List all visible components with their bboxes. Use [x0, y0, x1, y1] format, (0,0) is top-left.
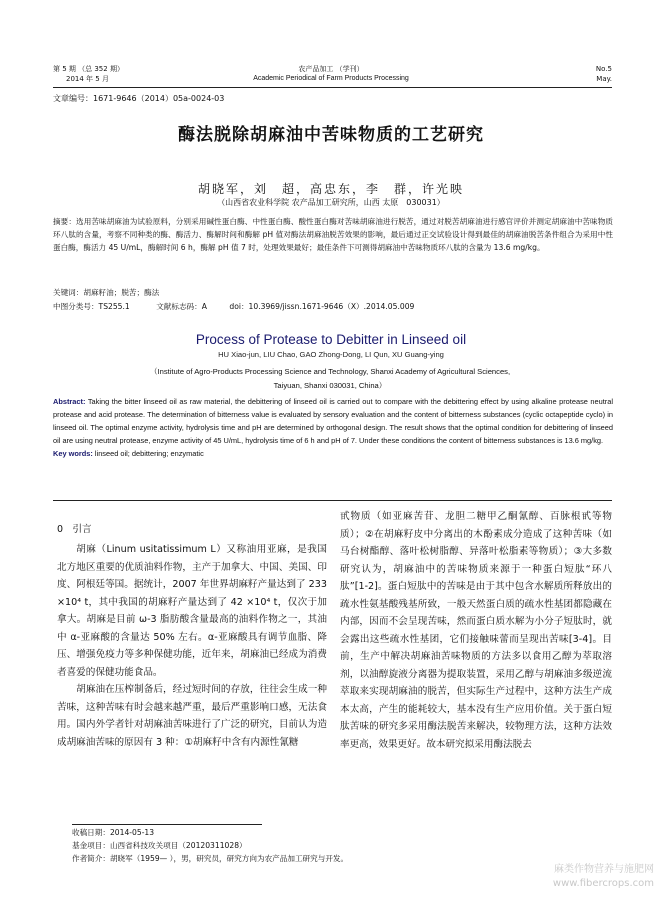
- footnote-funding: 基金项目：山西省科技攻关项目（20120311028）: [72, 841, 247, 850]
- article-number: 文章编号：1671-9646（2014）05a-0024-03: [53, 94, 225, 103]
- header-journal-cn: 农产品加工 （学刊）: [298, 65, 364, 73]
- classification-line: [53, 301, 613, 313]
- left-column: [57, 541, 327, 751]
- header-journal-en: Academic Periodical of Farm Products Processing: [253, 75, 409, 82]
- title-en: Process of Protease to Debitter in Linseed oil: [195, 332, 467, 347]
- paper-authors: 胡晓军，刘 超，高忠东，李 群，许光映: [197, 182, 464, 196]
- keywords-en-label: Key words:: [53, 449, 93, 458]
- section-heading: 0 引言: [57, 524, 92, 535]
- watermark: [553, 863, 654, 891]
- doi: doi：10.3969/jissn.1671-9646（X）.2014.05.009: [229, 302, 415, 311]
- footnote-author: 作者简介：胡晓军（1959— ），男，研究员，研究方向为农产品加工研究与开发。: [72, 854, 349, 863]
- abstract-en: [53, 395, 613, 460]
- abstract-cn: 摘要：选用苦味胡麻油为试验原料，分别采用碱性蛋白酶、中性蛋白酶、酸性蛋白酶对苦味胡麻油进行脱苦，通过对脱苦胡麻油进行感官评价并测定胡麻油中苦味物质环八肽的含量，考察不同种类的酶、酶活力、酶解时间和酶解 pH 值对酶法胡麻油脱苦效果的影响，最后通过正交试验设计得到最佳的胡麻油脱苦条件组合为采用中性蛋白酶，酶活力 45 U/mL，酶解时间 6 h，酶解 pH 值 7 时，处理效果最好；最佳条件下可测得胡麻油中苦味物质环八肽的含量为 13.6 mg/kg。: [53, 217, 613, 252]
- clc-number: 中图分类号：TS255.1: [53, 302, 130, 311]
- footnote-received: 收稿日期：2014-05-13: [72, 828, 155, 837]
- paper-title: 酶法脱除胡麻油中苦味物质的工艺研究: [178, 125, 484, 145]
- header-date: 2014 年 5 月: [66, 75, 109, 83]
- authors-en: HU Xiao-jun, LIU Chao, GAO Zhong-Dong, LI Qun, XU Guang-ying: [218, 350, 444, 359]
- header-issue: 第 5 期 （总 352 期）: [53, 65, 124, 73]
- paper-affiliation: （山西省农业科学院 农产品加工研究所，山西 太原 030031）: [217, 198, 445, 207]
- paragraph: 胡麻（Linum usitatissimum L）又称油用亚麻，是我国北方地区重要的优质油料作物，主产于加拿大、中国、美国、印度、阿根廷等国。据统计，2007 年世界胡麻籽产量达到了 233 ×10⁴ t，其中我国的胡麻籽产量达到了 42 ×10⁴ t，仅次于加拿大。胡麻是目前 ω-3 脂肪酸含量最高的油料作物之一，其油中 α-亚麻酸的含量达 50% 左右。α-亚麻酸具有调节血脂、降压、增强免疫力等多种保健功能，近年来，胡麻油已经成为消费者喜爱的保健功能食品。: [57, 544, 327, 678]
- right-column: [340, 508, 612, 753]
- header-month: May.: [596, 75, 612, 83]
- affiliation-en: [80, 365, 580, 393]
- paragraph: 甙物质（如亚麻苦苷、龙胆二糖甲乙酮氰醇、百脉根甙等物质）；②在胡麻籽皮中分离出的木酚素成分造成了这种苦味（如马台树酯醇、落叶松树脂醇、异落叶松脂素等物质）；③大多数研究认为，胡麻油中的苦味物质来源于一种蛋白短肽“环八肽”[1-2]。蛋白短肽中的苦味是由于其中包含水解质所释放出的疏水性氨基酸残基所致，一般天然蛋白质的疏水性基团都隐藏在内部，因而不会呈现苦味，然而蛋白质水解为小分子短肽时，就会露出这些疏水性基团，它们接触味蕾而呈现出苦味[3-4]。目前，生产中解决胡麻油苦味物质的方法多以食用乙醇为萃取溶剂，以油醇旋液分离器为提取装置，采用乙醇与胡麻油多级逆流萃取来实现胡麻油的脱苦，但实际生产过程中，这种方法生产成本太高，产生的能耗较大，基本没有生产应用价值。关于蛋白短肽苦味的研究多采用酶法脱苦来解决，较物理方法，这种方法效率更高，效果更好。故本研究拟采用酶法脱去: [340, 511, 612, 750]
- paragraph: 胡麻油在压榨制备后，经过短时间的存放，往往会生成一种苦味，这种苦味有时会越来越严重，最后严重影响口感，无法食用。国内外学者针对胡麻油苦味进行了广泛的研究，目前认为造成胡麻油苦味的原因有 3 种：①胡麻籽中含有内源性氰糖: [57, 684, 327, 748]
- document-code: 文献标志码：A: [156, 302, 207, 311]
- watermark-line1: 麻类作物营养与施肥网: [554, 864, 654, 875]
- affiliation-en-line2: Taiyuan, Shanxi 030031, China）: [273, 381, 387, 390]
- affiliation-en-line1: （Institute of Agro-Products Processing Science and Technology, Shanxi Academy of Agricultural Sciences,: [149, 367, 511, 376]
- abstract-rule: [53, 500, 612, 501]
- keywords-cn: 关键词：胡麻籽油；脱苦；酶法: [53, 288, 160, 297]
- abstract-en-label: Abstract:: [53, 397, 86, 406]
- watermark-line2: www.fibercrops.com: [552, 878, 654, 889]
- header-rule: [53, 87, 612, 88]
- footnote-rule: [72, 824, 262, 825]
- abstract-en-text: Taking the bitter linseed oil as raw material, the debittering of linseed oil is carried out to compare with the debittering effect by using alkaline protease neutral protease and acid protease. The determination of bitterness value is evaluated by sensory evaluation and the content of bitterness substances (cyclic octapeptide cyclo) in linseed oil. The optimal enzyme activity, hydrolysis time and pH are determined by orthogonal design. The result shows that the optimal condition for debittering of linseed oil are using neutral protease, enzyme activity of 45 U/mL, hydrolysis time of 6 h and pH of 7. Under these conditions the content of bitterness substances is 13.6 mg/kg.: [53, 397, 613, 445]
- keywords-en-text: linseed oil; debittering; enzymatic: [94, 449, 204, 458]
- header-no: No.5: [595, 65, 612, 73]
